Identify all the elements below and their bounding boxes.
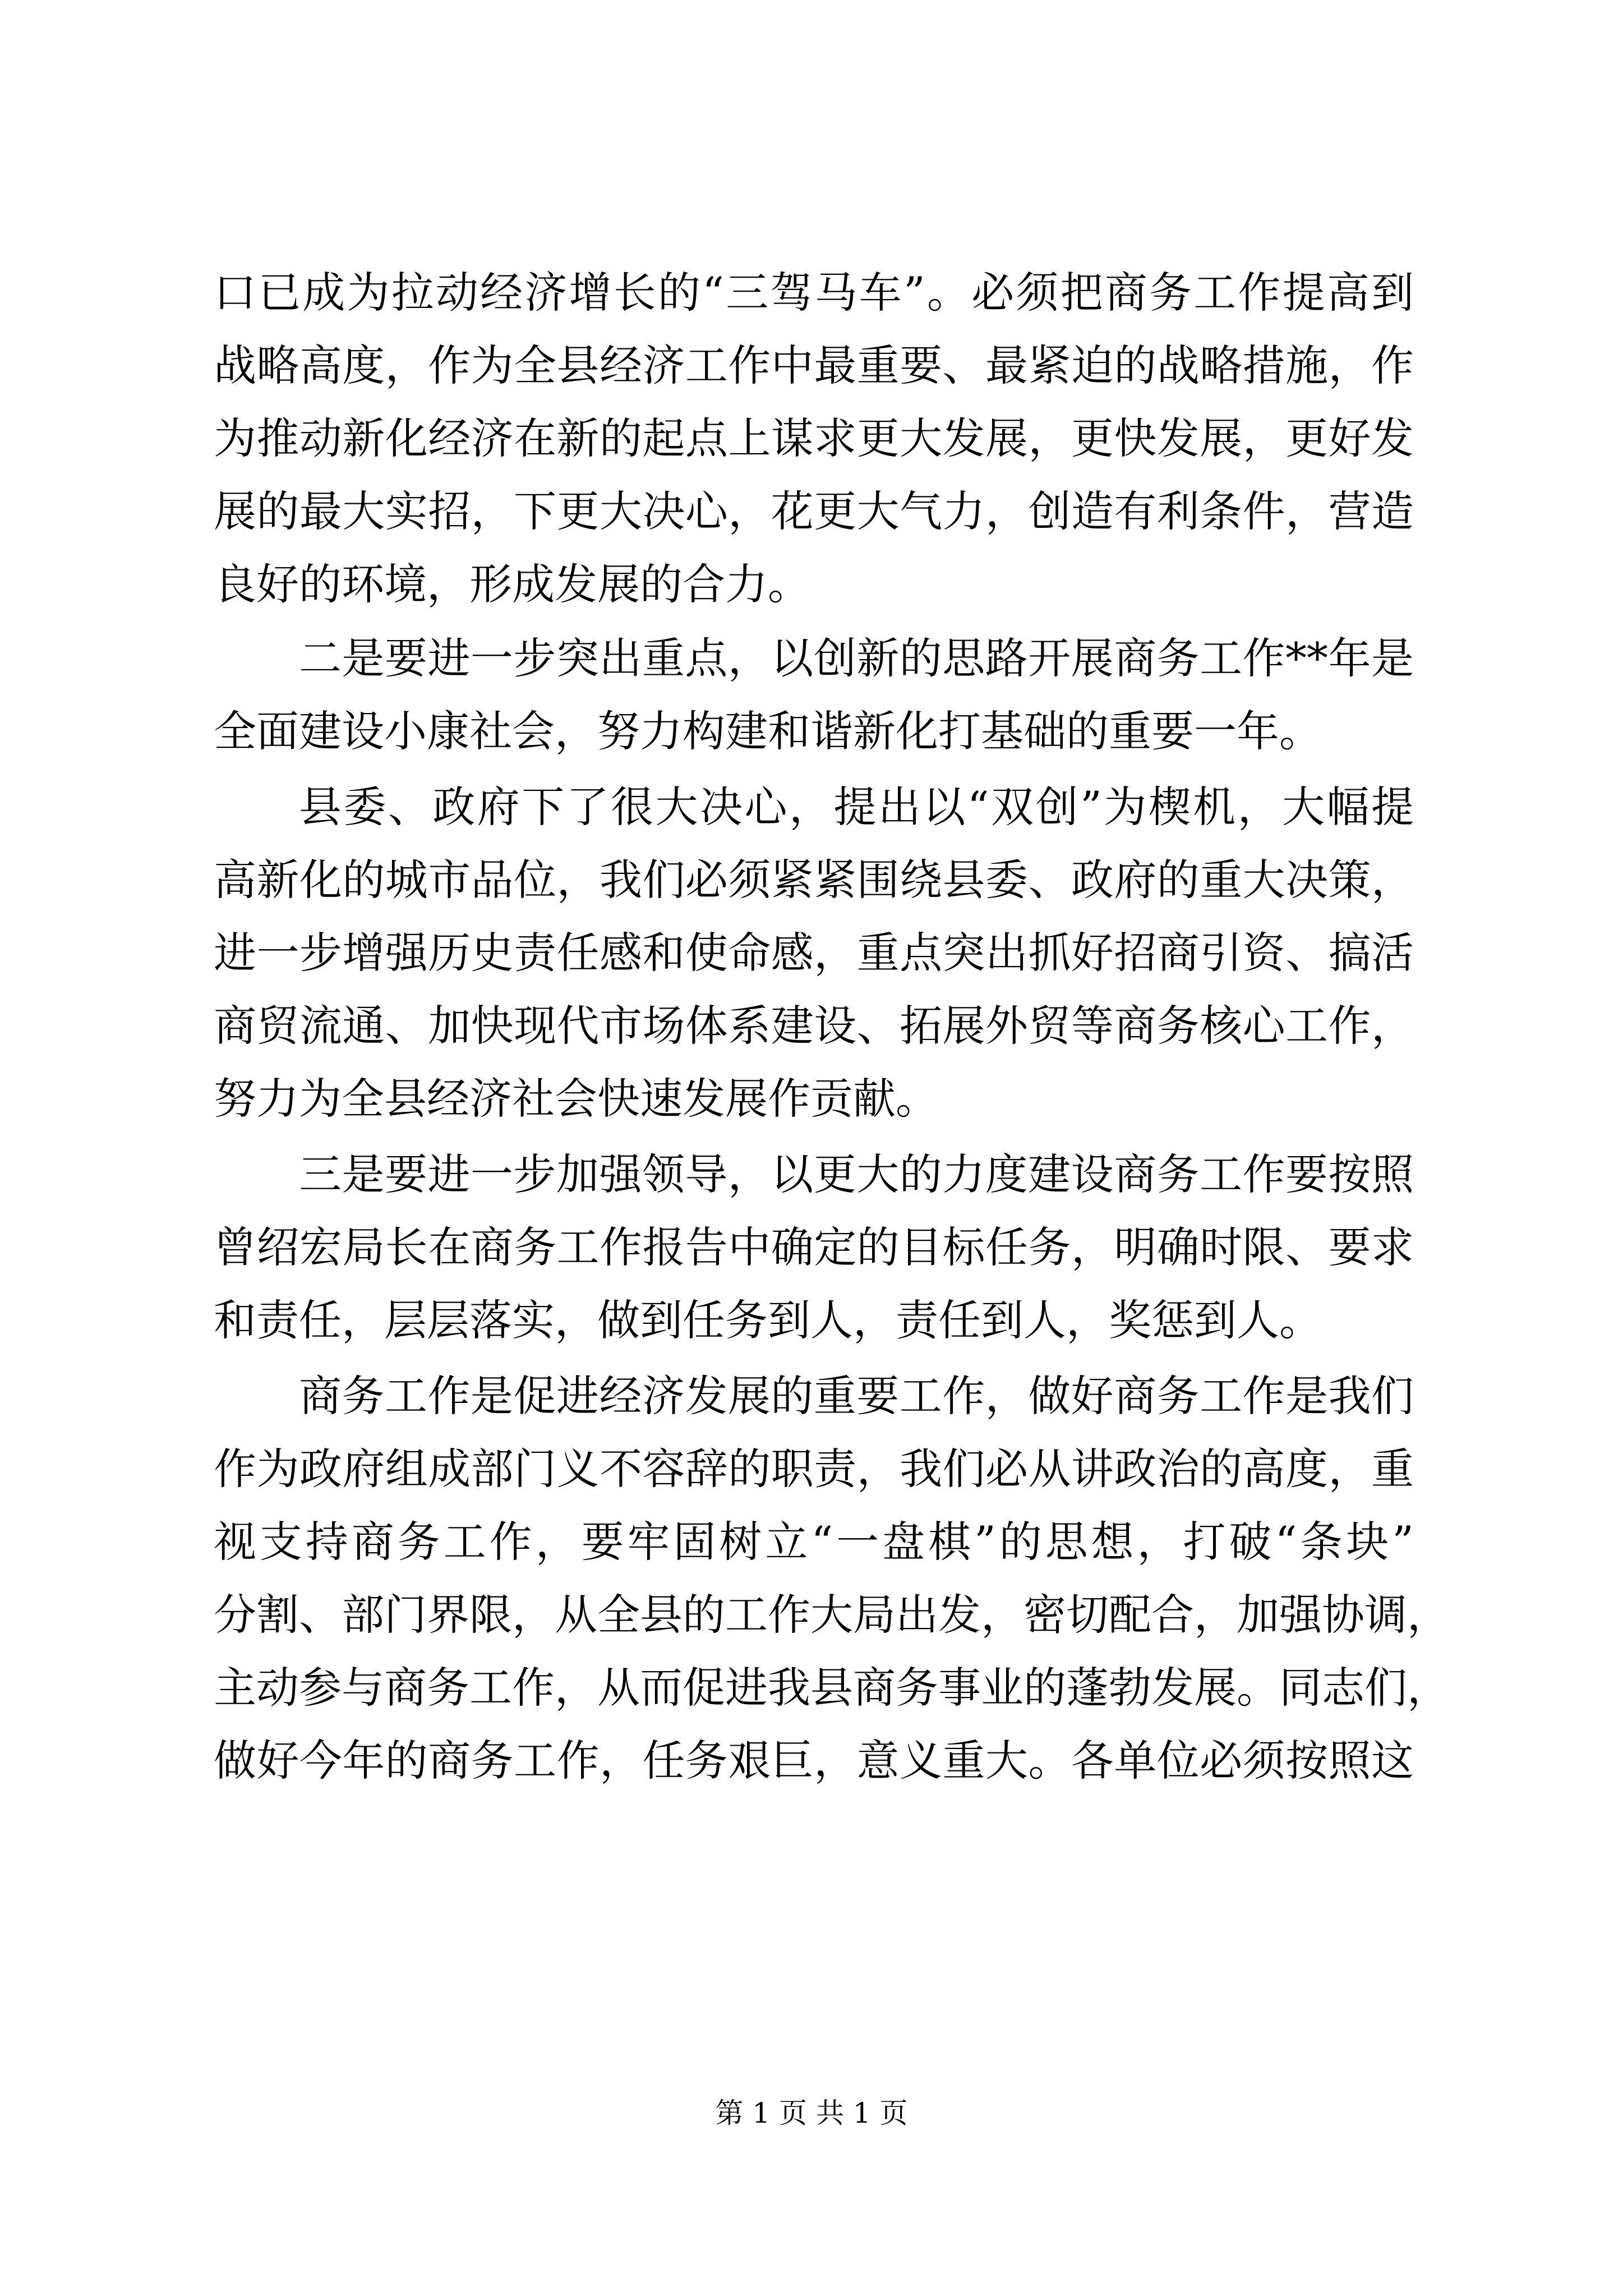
text-line: 为推动新化经济在新的起点上谋求更大发展，更快发展，更好发 [214, 413, 1414, 463]
text-line: 进一步增强历史责任感和使命感，重点突出抓好招商引资、搞活 [214, 928, 1414, 978]
paragraph-start-line: 县委、政府下了很大决心，提出以“双创”为楔机，大幅提 [299, 782, 1414, 832]
text-line: 商贸流通、加快现代市场体系建设、拓展外贸等商务核心工作， [214, 1001, 1414, 1051]
text-line: 高新化的城市品位，我们必须紧紧围绕县委、政府的重大决策， [214, 855, 1414, 905]
text-line: 视支持商务工作，要牢固树立“一盘棋”的思想，打破“条块” [214, 1517, 1414, 1567]
text-line: 和责任，层层落实，做到任务到人，责任到人，奖惩到人。 [214, 1295, 1322, 1345]
text-line: 全面建设小康社会，努力构建和谐新化打基础的重要一年。 [214, 706, 1322, 756]
paragraph-start-line: 商务工作是促进经济发展的重要工作，做好商务工作是我们 [299, 1371, 1414, 1421]
text-line: 良好的环境，形成发展的合力。 [214, 559, 810, 609]
text-line: 主动参与商务工作，从而促进我县商务事业的蓬勃发展。同志们， [214, 1663, 1450, 1713]
paragraph-start-line: 二是要进一步突出重点，以创新的思路开展商务工作**年是 [299, 633, 1414, 683]
text-line: 努力为全县经济社会快速发展作贡献。 [214, 1074, 938, 1124]
text-line: 口已成为拉动经济增长的“三驾马车”。必须把商务工作提高到 [214, 268, 1414, 318]
page-number-footer: 第 1 页 共 1 页 [715, 2097, 908, 2129]
text-line: 作为政府组成部门义不容辞的职责，我们必从讲政治的高度，重 [214, 1444, 1414, 1494]
text-line: 分割、部门界限，从全县的工作大局出发，密切配合，加强协调， [214, 1590, 1450, 1640]
text-line: 战略高度，作为全县经济工作中最重要、最紧迫的战略措施，作 [214, 341, 1414, 390]
paragraph-start-line: 三是要进一步加强领导，以更大的力度建设商务工作要按照 [299, 1149, 1414, 1199]
text-line: 做好今年的商务工作，任务艰巨，意义重大。各单位必须按照这 [214, 1736, 1414, 1786]
text-line: 展的最大实招，下更大决心，花更大气力，创造有利条件，营造 [214, 486, 1414, 536]
text-line: 曾绍宏局长在商务工作报告中确定的目标任务，明确时限、要求 [214, 1222, 1414, 1272]
